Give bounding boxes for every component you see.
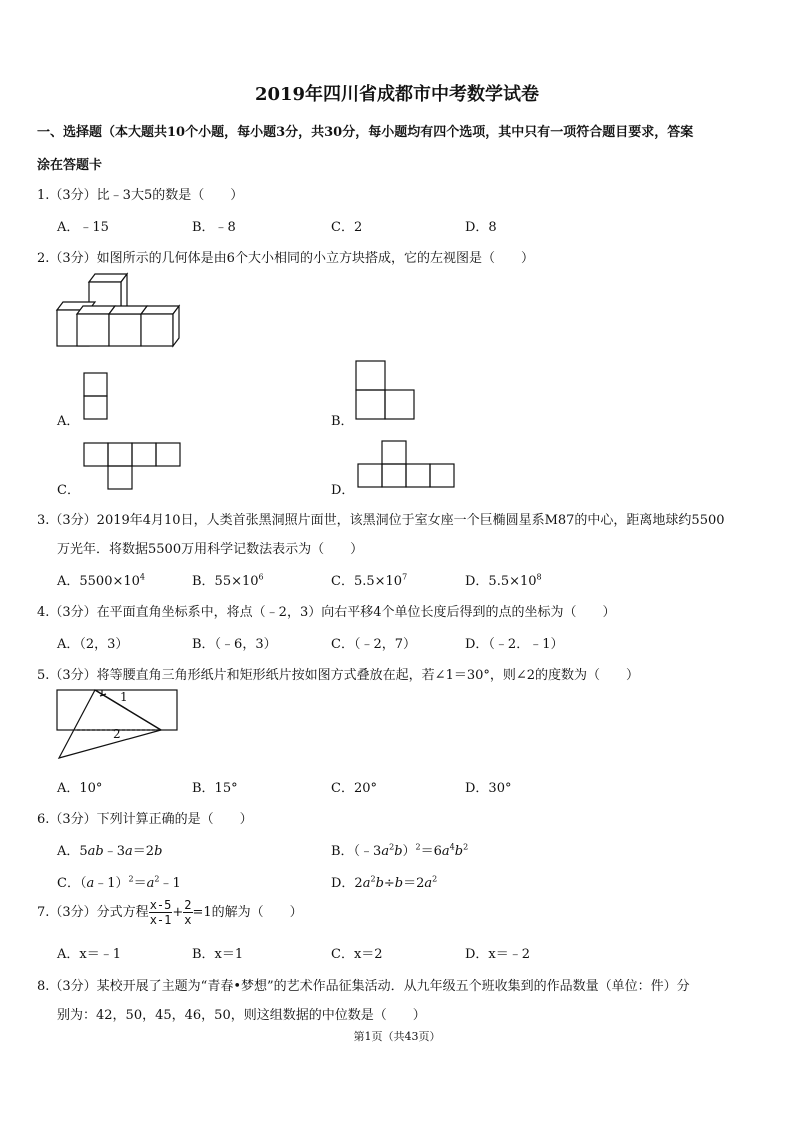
q4-option-d: D．（﹣2．﹣1）	[465, 637, 564, 652]
q5-option-c: C．20°	[331, 781, 377, 796]
q1-option-d: D．8	[465, 220, 497, 235]
q7-option-a: A．x＝﹣1	[57, 947, 121, 962]
section-heading-line2: 涂在答题卡	[37, 158, 103, 173]
q7-option-d: D．x＝﹣2	[465, 947, 531, 962]
q2-option-b-figure	[355, 360, 417, 422]
q7-option-c: C．x＝2	[331, 947, 383, 962]
page-footer: 第1页（共43页）	[353, 1030, 441, 1043]
q7-fraction-1: $\frac{x-5}{x-1}$	[149, 898, 172, 927]
question-6-stem: 6.（3分）下列计算正确的是（ ）	[37, 812, 253, 827]
q4-option-b: B．（﹣6，3）	[192, 637, 277, 652]
q6-option-c: C．$(a﹣1)^2=a^2﹣1$	[57, 874, 181, 891]
q2-option-a: A．	[57, 414, 80, 429]
question-1-stem: 1.（3分）比﹣3大5的数是（ ）	[37, 188, 244, 203]
q3-option-a: A．$5500\times 10^4$	[57, 572, 146, 589]
q5-option-a: A．10°	[57, 781, 103, 796]
q2-option-c-figure	[83, 442, 183, 492]
q2-option-a-figure	[83, 372, 109, 420]
section-heading-line1: 一、选择题（本大题共10个小题，每小题3分，共30分，每小题均有四个选项，其中只有一项符合题目要求，答案	[37, 125, 694, 140]
q2-option-b: B．	[331, 414, 354, 429]
q6-option-b: B．$(﹣3a^2b)^2=6a^4b^2$	[331, 842, 469, 859]
question-4-stem: 4.（3分）在平面直角坐标系中，将点（﹣2，3）向右平移4个单位长度后得到的点的坐标为（ ）	[37, 605, 616, 620]
q2-option-d-figure	[357, 440, 457, 490]
q6-option-a: A．5ab﹣3a＝2b	[57, 844, 163, 859]
q3-option-d: D．$5.5\times 10^8$	[465, 572, 542, 589]
question-3-stem-line1: 3.（3分）2019年4月10日，人类首张黑洞照片面世，该黑洞位于室女座一个巨椭圆星系M87的中心，距离地球约5500	[37, 513, 725, 528]
q6-option-d: D．$2a^2b\div b=2a^2$	[331, 874, 438, 891]
q5-option-d: D．30°	[465, 781, 512, 796]
q5-option-b: B．15°	[192, 781, 238, 796]
q7-option-b: B．x＝1	[192, 947, 244, 962]
q2-option-c: C．	[57, 483, 80, 498]
q4-option-a: A．（2，3）	[57, 637, 129, 652]
question-3-stem-line2: 万光年．将数据5500万用科学记数法表示为（ ）	[57, 542, 364, 557]
q5-angle-1-label: 1	[120, 690, 128, 704]
question-5-stem: 5.（3分）将等腰直角三角形纸片和矩形纸片按如图方式叠放在起，若∠1＝30°，则∠2的度数为（ ）	[37, 668, 640, 683]
q1-option-a: A．﹣15	[57, 220, 109, 235]
q5-angle-2-label: 2	[113, 727, 121, 741]
q1-option-b: B．﹣8	[192, 220, 236, 235]
q7-fraction-2: $\frac{2}{x}$	[184, 898, 192, 927]
q3-option-c: C．$5.5\times 10^7$	[331, 572, 408, 589]
q2-option-d: D．	[331, 483, 355, 498]
q2-solid-figure	[52, 270, 192, 350]
q4-option-c: C．（﹣2，7）	[331, 637, 416, 652]
page-title: 2019年四川省成都市中考数学试卷	[254, 84, 540, 105]
q3-option-b: B．$55\times 10^6$	[192, 572, 264, 589]
q1-option-c: C．2	[331, 220, 363, 235]
question-8-stem-line1: 8.（3分）某校开展了主题为“青春•梦想”的艺术作品征集活动．从九年级五个班收集到的作品数量（单位：件）分	[37, 979, 690, 994]
question-2-stem: 2.（3分）如图所示的几何体是由6个大小相同的小立方块搭成，它的左视图是（ ）	[37, 251, 534, 266]
question-8-stem-line2: 别为：42，50，45，46，50，则这组数据的中位数是（ ）	[57, 1008, 426, 1023]
question-7-stem: 7.（3分）分式方程 $\frac{x-5}{x-1}$ + $\frac{2}{x}$ =1的解为（ ）	[37, 898, 303, 927]
